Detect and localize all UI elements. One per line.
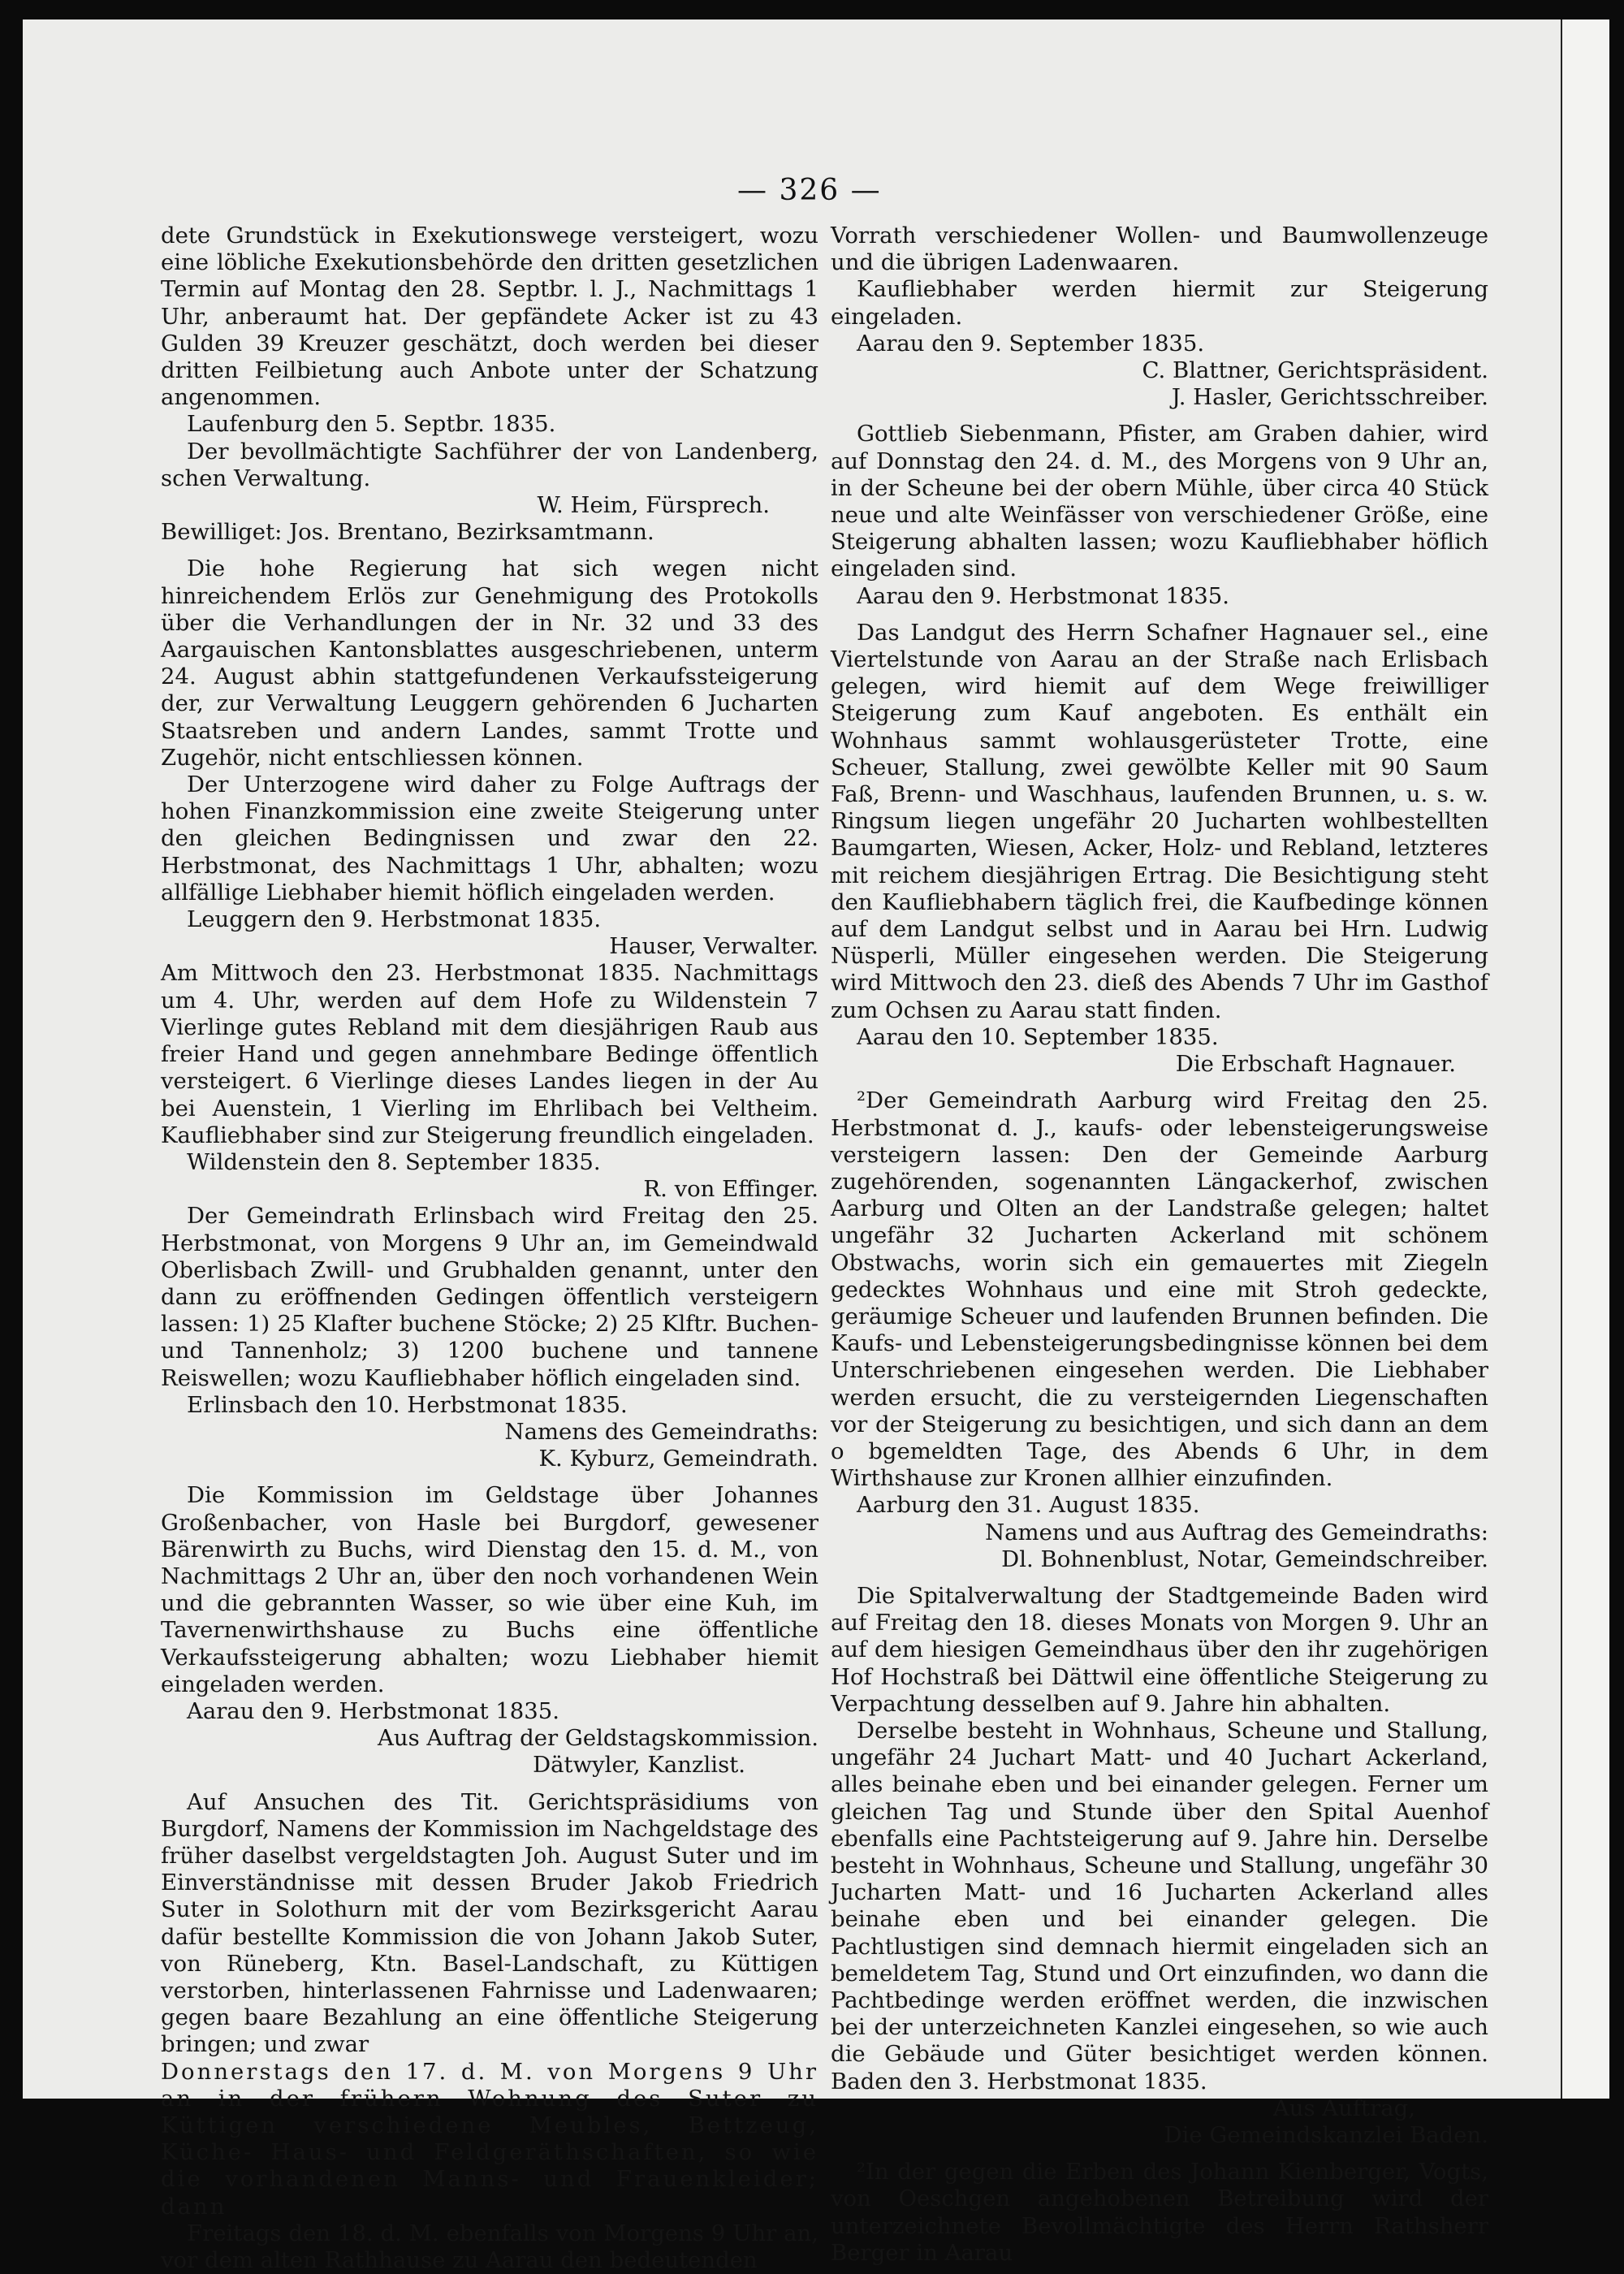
paragraph: Kaufliebhaber werden hiermit zur Steigerung eingeladen. xyxy=(831,276,1488,330)
newspaper-page xyxy=(23,19,1570,2274)
paragraph: Die Spitalverwaltung der Stadtgemeinde Baden wird auf Freitag den 18. dieses Monats von Morgen 9. Uhr an auf dem hiesigen Gemeindhaus über den ihr zugehörigen Hof Hochstraß bei Dättwil eine öffentliche Steigerung zu Verpachtung desselben auf 9. Jahre hin abhalten. xyxy=(831,1582,1488,1717)
paragraph: Am Mittwoch den 23. Herbstmonat 1835. Nachmittags um 4. Uhr, werden auf dem Hofe zu Wildenstein 7 Vierlinge gutes Rebland mit dem diesjährigen Raub aus freier Hand und gegen annehmbare Bedinge öffentlich versteigert. 6 Vierlinge dieses Landes liegen in der Au bei Auenstein, 1 Vierling im Ehrlibach bei Veltheim. Kaufliebhaber sind zur Steigerung freundlich eingeladen. xyxy=(161,960,818,1148)
paragraph: ²Der Gemeindrath Aarburg wird Freitag den 25. Herbstmonat d. J., kaufs- oder lebensteigerungsweise versteigern lassen: Den der Gemeinde Aarburg zugehörenden, sogenannten Längackerhof, zwischen Aarburg und Olten an der Landstraße gelegen; haltet ungefähr 32 Jucharten Ackerland mit schönem Obstwachs, worin sich ein gemauertes mit Ziegeln gedecktes Wohnhaus und eine mit Stroh gedeckte, geräumige Scheuer und laufenden Brunnen befinden. Die Kaufs- und Lebensteigerungsbedingnisse können bei dem Unterschriebenen eingesehen werden. Die Liebhaber werden ersucht, die zu versteigernden Liegenschaften vor der Steigerung zu besichtigen, und sich dann an dem o bgemeldten Tage, des Abends 6 Uhr, in dem Wirthshause zur Kronen allhier einzufinden. xyxy=(831,1087,1488,1492)
paragraph: Die hohe Regierung hat sich wegen nicht hinreichendem Erlös zur Genehmigung des Protokolls über die Verhandlungen der in Nr. 32 und 33 des Aargauischen Kantonsblattes ausgeschriebenen, unterm 24. August abhin stattgefundenen Verkaufssteigerung der, zur Verwaltung Leuggern gehörenden 6 Jucharten Staatsreben und andern Landes, sammt Trotte und Zugehör, nicht entschliessen können. xyxy=(161,556,818,771)
left-column xyxy=(161,223,818,2274)
page-fold-edge xyxy=(1561,19,1609,2099)
paragraph: Donnerstags den 17. d. M. von Morgens 9 Uhr an in der frühern Wohnung des Suter zu Küttigen verschiedene Meubles, Bettzeug, Küche- Haus- und Feldgeräthschaften, so wie die vorhandenen Manns- und Frauenkleider; dann xyxy=(161,2058,818,2220)
dateline: Erlinsbach den 10. Herbstmonat 1835. xyxy=(187,1391,628,1418)
signature: Aus Auftrag der Geldstagskommission. xyxy=(378,1725,818,1752)
paragraph: Bewilliget: Jos. Brentano, Bezirksamtmann. xyxy=(161,519,654,546)
signature: R. von Effinger. xyxy=(643,1176,818,1203)
paragraph: ²In der gegen die Erben des Johann Kienberger, Vogts, von Oeschgen angehobenen Betreibung wird der unterzeichnete Bevollmächtigte des Herrn Rathsherr Berger in Aarau xyxy=(831,2159,1488,2266)
right-column xyxy=(831,223,1488,2267)
signature: Namens des Gemeindraths: xyxy=(504,1418,818,1445)
dateline: Laufenburg den 5. Septbr. 1835. xyxy=(187,411,556,438)
signature: Hauser, Verwalter. xyxy=(609,933,818,960)
paragraph: Das Landgut des Herrn Schafner Hagnauer sel., eine Viertelstunde von Aarau an der Straße nach Erlisbach gelegen, wird hiemit auf dem Wege freiwilliger Steigerung zum Kauf angeboten. Es enthält ein Wohnhaus sammt wohlausgerüsteter Trotte, eine Scheuer, Stallung, zwei gewölbte Keller mit 90 Saum Faß, Brenn- und Waschhaus, laufenden Brunnen, u. s. w. Ringsum liegen ungefähr 20 Jucharten wohlbestellten Baumgarten, Wiesen, Acker, Holz- und Rebland, letzteres mit reichem diesjährigen Ertrag. Die Besichtigung steht den Kaufliebhabern täglich frei, die Kaufbedinge können auf dem Landgut selbst und in Aarau bei Hrn. Ludwig Nüsperli, Müller eingesehen werden. Die Steigerung wird Mittwoch den 23. dieß des Abends 7 Uhr im Gasthof zum Ochsen zu Aarau statt finden. xyxy=(831,619,1488,1023)
paragraph: Derselbe besteht in Wohnhaus, Scheune und Stallung, ungefähr 24 Juchart Matt- und 40 Juchart Ackerland, alles beinahe eben und bei einander gelegen. Ferner um gleichen Tag und Stunde über den Spital Auenhof ebenfalls eine Pachtsteigerung auf 9. Jahre hin. Derselbe besteht in Wohnhaus, Scheune und Stallung, ungefähr 30 Jucharten Matt- und 16 Jucharten Ackerland alles beinahe eben und bei einander gelegen. Die Pachtlustigen sind demnach hiermit eingeladen sich an bemeldetem Tag, Stund und Ort einzufinden, wo dann die Pachtbedinge werden eröffnet werden, die inzwischen bei der unterzeichneten Kanzlei eingesehen, so wie auch die Gebäude und Güter besichtiget werden können. Baden den 3. Herbstmonat 1835. xyxy=(831,1717,1488,2095)
signature: Aus Auftrag, xyxy=(1272,2095,1415,2121)
paragraph: Die Kommission im Geldstage über Johannes Großenbacher, von Hasle bei Burgdorf, gewesener Bärenwirth zu Buchs, wird Dienstag den 15. d. M., von Nachmittags 2 Uhr an, über den noch vorhandenen Wein und die gebrannten Wasser, so wie über eine Kuh, im Tavernenwirthshause zu Buchs eine öffentliche Verkaufssteigerung abhalten; wozu Liebhaber hiemit eingeladen werden. xyxy=(161,1482,818,1697)
signature: Dätwyler, Kanzlist. xyxy=(533,1752,745,1779)
signature: Die Erbschaft Hagnauer. xyxy=(1175,1051,1456,1078)
paragraph: Freitags den 18. d. M. ebenfalls von Morgens 9 Uhr an, vor dem alten Rathhause zu Aarau den bedeutenden xyxy=(161,2220,818,2274)
paragraph: Gottlieb Siebenmann, Pfister, am Graben dahier, wird auf Donnstag den 24. d. M., des Morgens von 9 Uhr an, in der Scheune bei der obern Mühle, über circa 40 Stück neue und alte Weinfässer von verschiedener Größe, eine Steigerung abhalten lassen; wozu Kaufliebhaber höflich eingeladen sind. xyxy=(831,421,1488,582)
signature: Dl. Bohnenblust, Notar, Gemeindschreiber. xyxy=(1001,1546,1488,1572)
paragraph: Der Unterzogene wird daher zu Folge Auftrags der hohen Finanzkommission eine zweite Steigerung unter den gleichen Bedingnissen und zwar den 22. Herbstmonat, des Nachmittags 1 Uhr, abhalten; wozu allfällige Liebhaber hiemit höflich eingeladen werden. xyxy=(161,772,818,906)
signature: J. Hasler, Gerichtsschreiber. xyxy=(1171,384,1488,411)
dateline: Aarau den 9. September 1835. xyxy=(857,330,1205,357)
dateline: Wildenstein den 8. September 1835. xyxy=(187,1148,601,1175)
dateline: Aarau den 10. September 1835. xyxy=(857,1023,1219,1050)
paragraph: Der Gemeindrath Erlinsbach wird Freitag den 25. Herbstmonat, von Morgens 9 Uhr an, im Gemeindwald Oberlisbach Zwill- und Grubhalden genannt, unter den dann zu eröffnenden Gedingen öffentlich versteigern lassen: 1) 25 Klafter buchene Stöcke; 2) 25 Klftr. Buchen- und Tannenholz; 3) 1200 buchene und tannene Reiswellen; wozu Kaufliebhaber höflich eingeladen sind. xyxy=(161,1203,818,1391)
paragraph: Der bevollmächtigte Sachführer der von Landenberg, schen Verwaltung. xyxy=(161,438,818,491)
dateline: Aarburg den 31. August 1835. xyxy=(857,1492,1200,1519)
page-number: — 326 — xyxy=(737,174,882,207)
signature: W. Heim, Fürsprech. xyxy=(537,492,770,519)
paragraph: Auf Ansuchen des Tit. Gerichtspräsidiums von Burgdorf, Namens der Kommission im Nachgeldstage des früher daselbst vergeldstagten Joh. August Suter und im Einverständnisse mit dessen Bruder Jakob Friedrich Suter in Solothurn mit der vom Bezirksgericht Aarau dafür bestellte Kommission die von Johann Jakob Suter, von Rüneberg, Ktn. Basel-Landschaft, zu Küttigen verstorben, hinterlassenen Fahrnisse und Ladenwaaren; gegen baare Bezahlung an eine öffentliche Steigerung bringen; und zwar xyxy=(161,1788,818,2058)
signature: K. Kyburz, Gemeindrath. xyxy=(538,1446,818,1472)
dateline: Aarau den 9. Herbstmonat 1835. xyxy=(187,1697,559,1724)
paragraph: dete Grundstück in Exekutionswege versteigert, wozu eine löbliche Exekutionsbehörde den dritten gesetzlichen Termin auf Montag den 28. Septbr. l. J., Nachmittags 1 Uhr, anberaumt hat. Der gepfändete Acker ist zu 43 Gulden 39 Kreuzer geschätzt, doch werden bei dieser dritten Feilbietung auch Anbote unter der Schatzung angenommen. xyxy=(161,223,818,411)
dateline: Leuggern den 9. Herbstmonat 1835. xyxy=(187,906,602,933)
signature: Die Gemeindskanzlei Baden. xyxy=(1164,2122,1488,2149)
paragraph: Vorrath verschiedener Wollen- und Baumwollenzeuge und die übrigen Ladenwaaren. xyxy=(831,223,1488,276)
dateline: Aarau den 9. Herbstmonat 1835. xyxy=(857,582,1229,609)
signature: Namens und aus Auftrag des Gemeindraths: xyxy=(985,1519,1488,1546)
signature: C. Blattner, Gerichtspräsident. xyxy=(1142,357,1488,384)
